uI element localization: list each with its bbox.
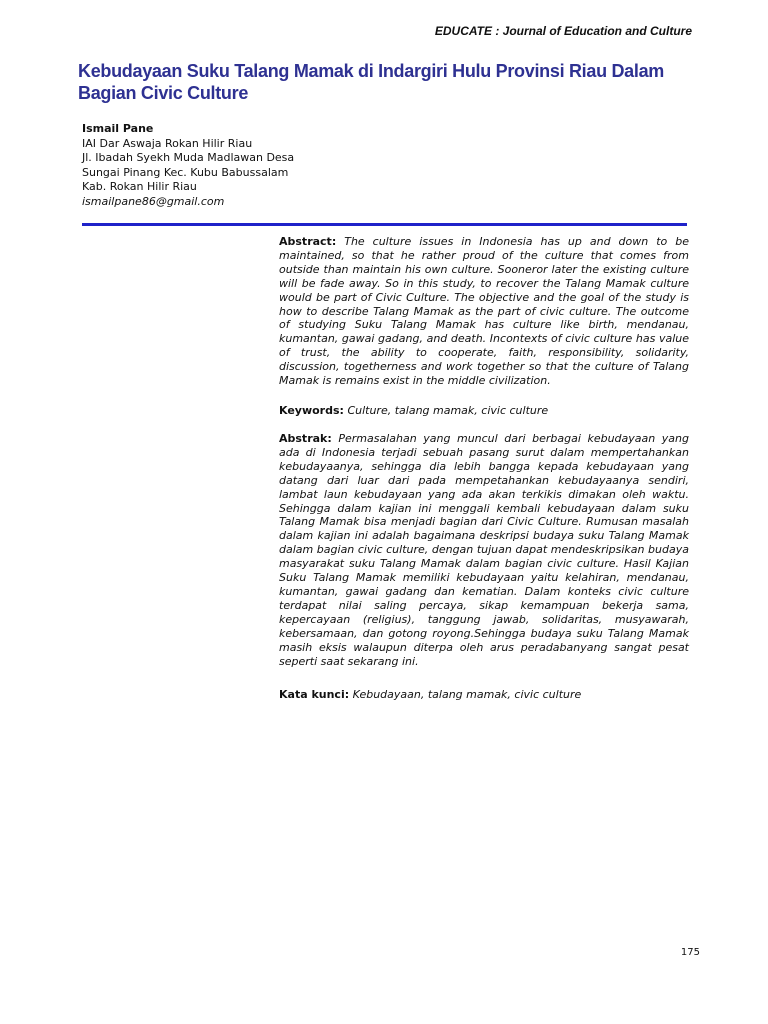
- abstract-english: [279, 235, 689, 388]
- author-name: Ismail Pane: [82, 122, 154, 135]
- abstrak-label: Abstrak:: [279, 432, 332, 445]
- abstract-label: Abstract:: [279, 235, 337, 248]
- section-divider: [82, 223, 687, 226]
- journal-header: EDUCATE : Journal of Education and Culture: [434, 24, 692, 38]
- author-affiliation-line: Sungai Pinang Kec. Kubu Babussalam: [82, 165, 289, 179]
- paper-title: Kebudayaan Suku Talang Mamak di Indargiri Hulu Provinsi Riau Dalam Bagian Civic Culture: [78, 61, 665, 103]
- author-email[interactable]: ismailpane86@gmail.com: [82, 194, 225, 208]
- keywords-label: Keywords:: [279, 404, 344, 417]
- keywords-text: Culture, talang mamak, civic culture: [347, 404, 549, 417]
- author-affiliation-line: Jl. Ibadah Syekh Muda Madlawan Desa: [82, 151, 295, 164]
- author-affiliation-line: Kab. Rokan Hilir Riau: [82, 180, 197, 193]
- page-number: 175: [680, 947, 700, 958]
- abstract-indonesian: [279, 432, 689, 668]
- author-block: [82, 122, 294, 209]
- keywords-english: [279, 404, 689, 418]
- abstrak-text: Permasalahan yang muncul dari berbagai kebudayaan yang ada di Indonesia terjadi sebuah pasang surut dalam mempertahankan kebudayaanya, sehingga dia lebih bangga kepada kebudayaan yang datang dari luar dari pada mempetahankan kebudayaanya sendiri, lambat laun kebudayaan yang ada akan terkikis dimakan oleh waktu. Sehingga dalam kajian ini menggali kembali kebudayaan dalam suku Talang Mamak bisa menjadi bagian dari Civic Culture. Rumusan masalah dalam kajian ini adalah bagaimana deskripsi budaya suku Talang Mamak dalam bagian civic culture, dengan tujuan dapat mendeskripsikan budaya masyarakat suku Talang Mamak dalam bagian civic culture. Hasil Kajian Suku Talang Mamak memiliki kebudayaan yaitu kelahiran, mendanau, kumantan, gawai gadang dan kematian. Dalam konteks civic culture terdapat nilai saling percaya, sikap kemampuan bekerja sama, kepercayaan (religius), tanggung jawab, solidaritas, musyawarah, kebersamaan, dan gotong royong.Sehingga budaya suku Talang Mamak masih eksis walaupun diterpa oleh arus peradabanyang sangat pesat seperti saat sekarang ini.: [279, 432, 689, 668]
- kata-kunci-text: Kebudayaan, talang mamak, civic culture: [352, 688, 582, 701]
- abstract-text: The culture issues in Indonesia has up and down to be maintained, so that he rather proud of the culture that comes from outside than maintain his own culture. Sooneror later the existing culture will be fade away. So in this study, to recover the Talang Mamak culture would be part of Civic Culture. The objective and the goal of the study is how to describe Talang Mamak as the part of civic culture. The outcome of studying Suku Talang Mamak has culture like birth, mendanau, kumantan, gawai gadang, and death. Incontexts of civic culture has value of trust, the ability to cooperate, faith, responsibility, solidarity, discussion, togetherness and work together so that the culture of Talang Mamak is remains exist in the middle civilization.: [279, 235, 689, 388]
- keywords-indonesian: [279, 688, 689, 702]
- kata-kunci-label: Kata kunci:: [279, 688, 350, 701]
- author-affiliation-line: IAI Dar Aswaja Rokan Hilir Riau: [82, 136, 253, 150]
